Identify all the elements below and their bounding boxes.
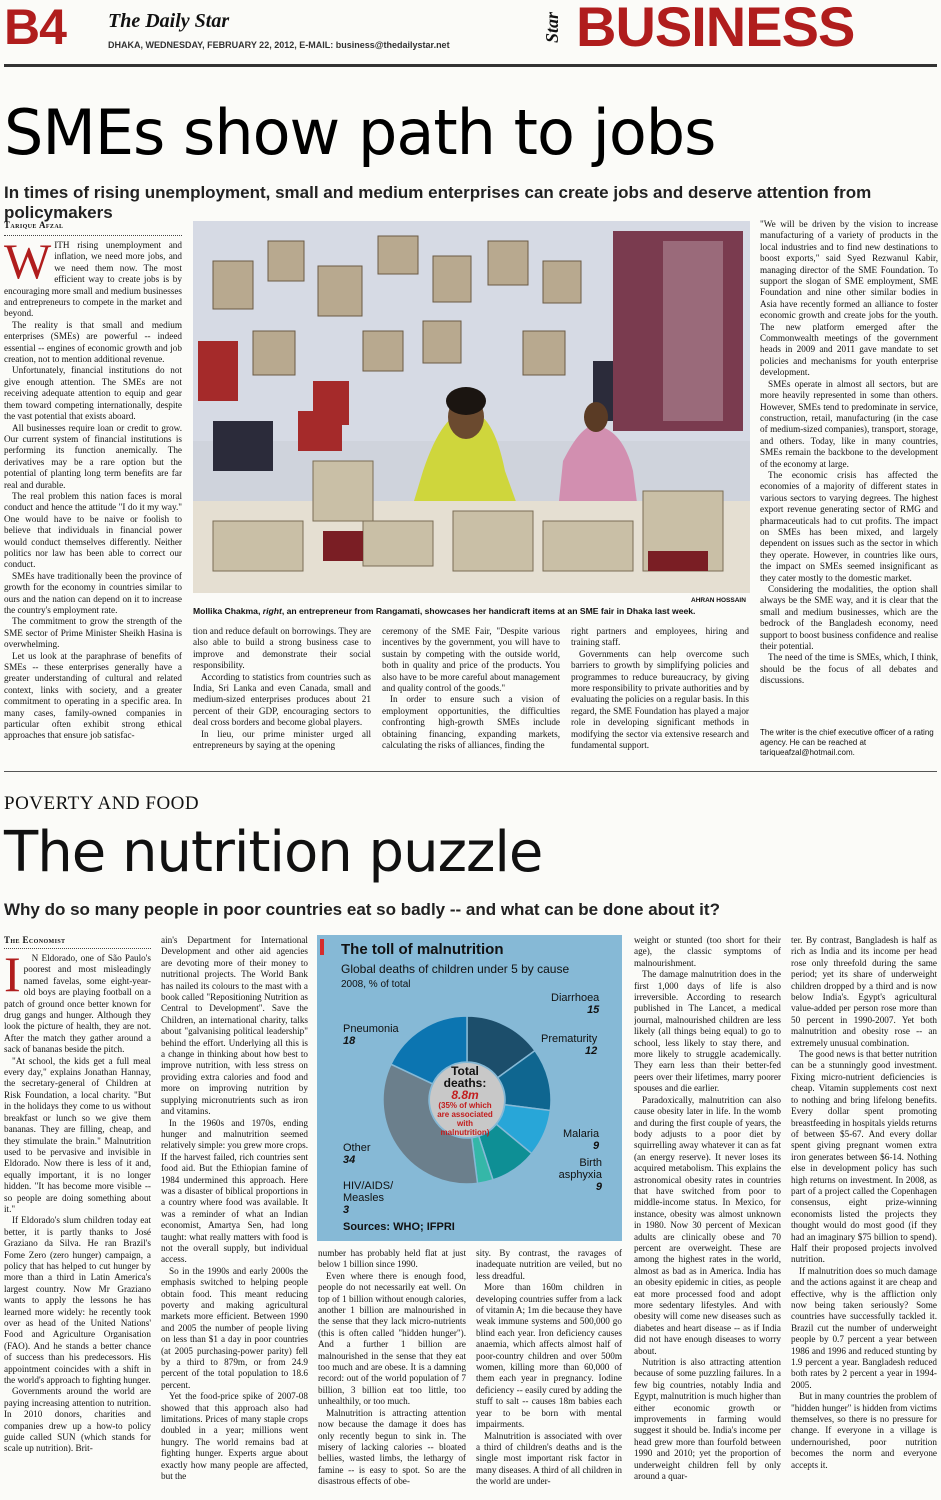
- label-malaria: [563, 1128, 599, 1152]
- paragraph: ITH rising unemployment and inflation, we need more jobs, and we need them now. The most efficient way to create jobs is by encouraging more small and medium businesses and entrepreneurs to compete in the market and beyond.: [4, 240, 182, 319]
- paragraph: Let us look at the paraphrase of benefits of SMEs -- these enterprises generally have a greater understanding of cultural and related context, links with society, and a greater commitment to operating in a specific area. In many cases, family-owned companies in particular often exhibit strong ethical approaches that ensure job satisfac-: [4, 650, 182, 741]
- photo-caption: [193, 606, 750, 616]
- label-birth-asphyxia: [556, 1157, 602, 1193]
- paragraph: More than 160m children in developing countries suffer from a lack of vitamin A; 1m die because they have weak immune systems and 500,000 go blind each year. Iron deficiency causes anaemia, which affects almost half of poor-country children and over 500m women, killing more than 60,000 of them each year in pregnancy. Iodine deficiency -- easily cured by adding the stuff to salt -- causes 18m babies each year to be born with mental impairments.: [476, 1282, 622, 1430]
- label-value: 3: [343, 1204, 350, 1216]
- photo-illustration: [193, 221, 750, 593]
- paragraph: ain's Department for International Development and other aid agencies are devoting more of their money to nutritional projects. The World Bank has nailed its colours to the mast with a book called "Repositioning Nutrition as Central to Development". Save the Children, an international charity, talks about "galvanising political leadership" behind the effort. Underlying all this is a change in thinking about how best to improve nutrition, with less stress on providing extra calories and food and more on improving nutrition by supplying micronutrients such as iron and vitamins.: [161, 935, 308, 1117]
- story2-kicker: POVERTY AND FOOD: [4, 793, 200, 814]
- center-note: (35% of which are associated with malnutrition): [437, 1101, 493, 1137]
- paragraph: The reality is that small and medium enterprises (SMEs) are powerful -- indeed essential -- engines of economic growth and job creation, not to mention additional revenue.: [4, 319, 182, 365]
- paragraph: ter. By contrast, Bangladesh is half as rich as India and its income per head rose only threefold during the same period; yet its share of underweight children dropped by a third and is now below India's. Egypt's agricultural value-added per person rose more than 50 percent in 1990-2007. Yet both malnutrition and obesity rose -- an extremely unusual combination.: [791, 935, 937, 1048]
- story1-column-4: [571, 626, 749, 760]
- paragraph: SMEs operate in almost all sectors, but are more heavily represented in some than others. However, SMEs tend to predominate in service, construction, retail, manufacturing (in the case of medium-sized companies), transport, storage, and others. Today, like in many countries, SMEs remain the backbone to the development of the economy at large.: [760, 378, 938, 469]
- paragraph: SMEs have traditionally been the province of growth for the economy in countries similar to ours and the nation can depend on it to increase the country's employment rate.: [4, 570, 182, 615]
- center-value: 8.8m: [451, 1088, 479, 1102]
- label-value: 34: [343, 1154, 356, 1166]
- sme-fair-photo: [193, 221, 750, 593]
- story1-deck: In times of rising unemployment, small and medium enterprises can create jobs and deserve attention from policymakers: [4, 183, 872, 222]
- caption-name: Mollika Chakma,: [193, 606, 261, 616]
- label-pneumonia: [343, 1023, 399, 1047]
- story2-column-6: [791, 935, 937, 1498]
- label-text: Birth asphyxia: [558, 1157, 602, 1181]
- paragraph: Yet the food-price spike of 2007-08 showed that this approach also had limitations. Prices of many staple crops doubled in a year; millions went hungry. The world remains bad at fighting hunger. Experts argue about exactly how many people are affected, but the: [161, 1391, 308, 1482]
- page-number: B4: [4, 0, 66, 55]
- story1-dropcap: W: [4, 240, 52, 289]
- email-address: business@thedailystar.net: [335, 40, 450, 50]
- chart-source: Sources: WHO; IFPRI: [343, 1221, 455, 1233]
- paragraph: tion and reduce default on borrowings. They are also able to build a strong business case to improve and demonstrate their social responsibility.: [193, 626, 371, 671]
- story2-column-5: [634, 935, 781, 1498]
- paragraph: N Eldorado, one of São Paulo's poorest and most misleadingly named favelas, some eight-year-old boys are playing football on a patch of ground once better known for drug gangs and hunger. Although they look the picture of health, they are not. After the match they gather around a sack of bananas beside the pitch.: [4, 953, 151, 1055]
- story1-column-5: [760, 219, 938, 721]
- label-value: 18: [343, 1035, 356, 1047]
- story1-headline: SMEs show path to jobs: [4, 96, 716, 169]
- paragraph: If malnutrition does so much damage and the actions against it are cheap and effective, why is the affliction only now being taken seriously? Some countries have successfully tackled it. Brazil cut the number of underweight people by 0.7 percent a year between 1986 and 1996 and reduced stunting by 1.9 percent a year. Bangladesh reduced both rates by 2 percent a year in 1994-2005.: [791, 1265, 937, 1390]
- paragraph: So in the 1990s and early 2000s the emphasis switched to helping people obtain food. This meant reducing poverty and making agricultural markets more efficient. Between 1990 and 2005 the number of people living on less than $1 a day in poor countries (at 2005 purchasing-power parity) fell by a third to 879m, or from 24.9 percent of the total population to 18.6 percent.: [161, 1265, 308, 1390]
- paragraph: Malnutrition is associated with over a third of children's deaths and is the single most important risk factor in many diseases. A third of all children in the world are under-: [476, 1430, 622, 1487]
- story2-column-3: [318, 1248, 466, 1498]
- center-title: Total deaths:: [443, 1064, 487, 1090]
- label-text: Pneumonia: [343, 1023, 399, 1035]
- label-other: [343, 1142, 371, 1166]
- story1-col1-text: [4, 240, 182, 742]
- section-title: BUSINESS: [576, 0, 855, 58]
- paragraph: Malnutrition is attracting attention now because the damage it does has only recently begun to sink in. The misery of lacking calories -- bloated bellies, wasted limbs, the lethargy of famine -- is easy to spot. So are the disastrous effects of obe-: [318, 1407, 466, 1487]
- author-note: The writer is the chief executive officer of a rating agency. He can be reached at tariqueafzal@hotmail.com.: [760, 728, 934, 757]
- story1-column-1: [4, 240, 182, 760]
- paragraph: But in many countries the problem of "hidden hunger" is hidden from victims themselves, so there is no pressure for change. If everyone in a village is undernourished, poor nutrition becomes the norm and everyone accepts it.: [791, 1391, 937, 1470]
- label-text: Prematurity: [541, 1033, 598, 1045]
- label-text: Malaria: [563, 1128, 600, 1140]
- email-label: E-MAIL:: [299, 40, 334, 50]
- story2-dropcap: I: [4, 953, 21, 1002]
- paragraph: The good news is that better nutrition can be a stunningly good investment. Fixing micro-nutrient deficiencies is cheap. Vitamin supplements cost next to nothing and bring lifelong benefits. Every dollar spent promoting breastfeeding in hospitals yields returns of between $5-67. And every dollar spent giving pregnant women extra iron generates between $6-14. Nothing else in development policy has such high returns on investment. In 2008, as part of a project called the Copenhagen consensus, eight prize-winning economists listed the projects they thought would do most good (if they had an imaginary $75 billion to spend). Half their proposed projects involved nutrition.: [791, 1049, 937, 1265]
- label-text: Other: [343, 1142, 371, 1154]
- story1-byline: Tarique Afzal: [4, 220, 64, 230]
- paragraph: The commitment to grow the strength of the SME sector of Prime Minister Sheikh Hasina is overwhelming.: [4, 616, 182, 650]
- story1-column-2: [193, 626, 371, 760]
- label-diarrhoea: [551, 992, 599, 1016]
- paragraph: Unfortunately, financial institutions do not give enough attention. The SMEs are not receiving adequate attention to equip and gear them toward competing internationally, despite the vast potential that exists aboard.: [4, 365, 182, 422]
- paragraph: Even where there is enough food, people do not necessarily eat well. On top of 1 billion without enough calories, another 1 billion are malnourished in the sense that they lack micro-nutrients (this is often called "hidden hunger"). And a further 1 billion are malnourished in the sense that they eat too much and are obese. It is a damning record: out of the world population of 7 billion, 3 billion eat too little, too unhealthily, or too much.: [318, 1270, 466, 1407]
- label-value: 15: [587, 1004, 600, 1016]
- paragraph: ceremony of the SME Fair, "Despite various incentives by the government, you will have to sustain by competing with the outside world, both in quality and price of the products. You also have to be more careful about management and quality control of the goods.": [382, 626, 560, 694]
- paragraph: sity. By contrast, the ravages of inadequate nutrition are veiled, but no less dreadful.: [476, 1248, 622, 1281]
- newspaper-name: The Daily Star: [108, 10, 230, 32]
- story2-column-4: [476, 1248, 622, 1498]
- paragraph: The damage malnutrition does in the first 1,000 days of life is also irreversible. According to research published in The Lancet, a medical journal, malnourished children are less likely (all things being equal) to go to school, less likely to stay there, and more likely to struggle academically. They earn less than their better-fed peers over their lifetimes, marry poorer spouses and die earlier.: [634, 969, 781, 1094]
- paragraph: All businesses require loan or credit to grow. Our current system of financial institutions is performing its function anemically. The derivatives may be a rare option but the potential of planting long term benefits are far real and durable.: [4, 422, 182, 490]
- paragraph: If Eldorado's slum children today eat better, it is partly thanks to José Graziano da Silva. He ran Brazil's Fome Zero (zero hunger) campaign, a policy that has helped to cut hunger by more than a third in Latin America's largest country. Now Mr Graziano wants to apply the lessons he has learned more widely: he recently took over as head of the United Nations' Food and Agriculture Organisation (FAO). And he stands a better chance of success than his predecessors. His appointment coincides with a shift in the world's approach to fighting hunger.: [4, 1215, 151, 1386]
- masthead-rule: [4, 64, 937, 67]
- label-value: 12: [585, 1045, 598, 1057]
- malnutrition-chart: [317, 935, 622, 1241]
- byline-rule: [4, 948, 151, 949]
- paragraph: The real problem this nation faces is moral conduct and hence the attitude "I do it my way." One would have to be naive or foolish to believe that individuals in financial power would conduct themselves differently. Neither politics nor law has been able to correct our conduct.: [4, 490, 182, 570]
- paragraph: Considering the modalities, the option shall always be the SME way, and it is clear that the small and medium businesses, which are the bedrock of the Bangladesh economy, need support to boost business confidence and realise their potential.: [760, 584, 938, 652]
- byline-rule: [4, 235, 182, 236]
- caption-right: right: [262, 606, 282, 616]
- dateline: [108, 40, 450, 50]
- photo-credit: AHRAN HOSSAIN: [691, 597, 746, 604]
- story1-column-3: [382, 626, 560, 760]
- label-prematurity: [541, 1033, 597, 1057]
- paragraph: number has probably held flat at just below 1 billion since 1990.: [318, 1248, 466, 1270]
- dateline-text: DHAKA, WEDNESDAY, FEBRUARY 22, 2012,: [108, 40, 297, 50]
- paragraph: The need of the time is SMEs, which, I think, should be the focus of all debates and discussions.: [760, 652, 938, 686]
- chart-center: [434, 1065, 496, 1137]
- label-value: 9: [595, 1181, 602, 1193]
- story2-column-2: [161, 935, 308, 1498]
- star-logo: Star: [542, 11, 562, 43]
- paragraph: Governments can help overcome such barriers to growth by simplifying policies and programmes to reduce bureaucracy, by giving more responsibility to private authorities and by evaluating the policies on a regular basis. In this regard, the SME Foundation has played a major role in developing significant methods in modifying the sector via extensive research and fundamental support.: [571, 648, 749, 751]
- paragraph: Nutrition is also attracting attention because of some puzzling failures. In a few big countries, notably India and Egypt, malnutrition is much higher than either economic growth or improvements in farming would suggest it should be. India's income per head grew more than fourfold between 1990 and 2010; yet the proportion of underweight children fell by only around a quar-: [634, 1357, 781, 1482]
- label-hiv-measles: [343, 1180, 403, 1216]
- label-value: 9: [592, 1140, 600, 1152]
- label-text: HIV/AIDS/ Measles: [343, 1180, 394, 1204]
- caption-rest: , an entrepreneur from Rangamati, showcases her handicraft items at an SME fair in Dhaka last week.: [281, 606, 696, 616]
- paragraph: According to statistics from countries such as India, Sri Lanka and even Canada, small and medium-sized enterprises produces about 21 percent of their GDP, encouraging sectors to deal cross borders and become global players.: [193, 671, 371, 728]
- paragraph: In order to ensure such a vision of employment opportunities, the difficulties confronting high-growth SMEs include obtaining financing, expanding markets, calculating the risks of alliances, finding the: [382, 694, 560, 751]
- story2-byline: The Economist: [4, 935, 66, 945]
- label-text: Diarrhoea: [551, 992, 600, 1004]
- paragraph: Governments around the world are paying increasing attention to nutrition. In 2010 donors, charities and companies drew up a how-to policy guide called SUN (which stands for scale up nutrition). Brit-: [4, 1386, 151, 1454]
- chart-unit: 2008, % of total: [341, 979, 411, 990]
- story2-deck: Why do so many people in poor countries eat so badly -- and what can be done about it?: [4, 900, 720, 919]
- paragraph: weight or stunted (too short for their age), the classic symptoms of malnourishment.: [634, 935, 781, 968]
- chart-title: The toll of malnutrition: [341, 941, 504, 958]
- story-divider: [4, 771, 937, 772]
- story2-column-1: [4, 953, 151, 1498]
- paragraph: In lieu, our prime minister urged all entrepreneurs by saying at the opening: [193, 728, 371, 751]
- story2-headline: The nutrition puzzle: [4, 820, 543, 885]
- paragraph: "At school, the kids get a full meal every day," explains Jonathan Hannay, the secretary-general of Children at Risk Foundation, a local charity. "But in the holidays they come to us without breakfast or lunch so we give them bananas. They are filling, cheap, and they stimulate the brain." Malnutrition used to be pervasive and invisible in Eldorado. Now there is less of it and, equally important, it is no longer hidden. "It has become more visible -- so people are doing something about it.": [4, 1055, 151, 1214]
- paragraph: In the 1960s and 1970s, ending hunger and malnutrition seemed relatively simple: you grew more crops. If the harvest failed, rich countries sent food aid. But the Ethiopian famine of 1984 undermined this approach. Here was a disaster of biblical proportions in a country where food was available. It was a reminder of what an Indian economist, Amartya Sen, had long taught: what really matters with food is not the overall supply, but individual access.: [161, 1117, 308, 1265]
- chart-subtitle: Global deaths of children under 5 by cause: [341, 962, 570, 976]
- paragraph: right partners and employees, hiring and training staff.: [571, 626, 749, 648]
- paragraph: The economic crisis has affected the economies of a majority of different states in various sectors to varying degrees. The highest export revenue generating sector of RMG and pharmaceuticals had to cut profits. The impact on SMEs has been mixed, and largely dependent on issues such as the sector in which they operate. However, in countries like ours, the impact on SMEs seemed insignificant as they cater mostly to the domestic market.: [760, 469, 938, 583]
- paragraph: Paradoxically, malnutrition can also cause obesity later in life. In the womb and during the first couple of years, the body adjusts to a poor diet by squirrelling away whatever it can as fat (an energy reserve). It never loses its acquired metabolism. This explains the astronomical obesity rates in countries that have switched from poor to middle-income status. In Mexico, for instance, obesity was almost unknown in 1980. Now 30 percent of Mexican adults are clinically obese and 70 percent are overweight. These are among the highest rates in the world, almost as bad as in America. India has an obesity epidemic in cities, as people eat more processed food and adopt more sedentary lifestyles. And with obesity will come new diseases such as diabetes and heart disease -- as if India did not have enough diseases to worry about.: [634, 1094, 781, 1356]
- paragraph: "We will be driven by the vision to increase manufacturing of a variety of products in the local industries and to find new destinations to boost exports," said Syed Rezwanul Kabir, managing director of the SME Foundation. To support the slogan of SME employment, SME Foundation and nine other similar bodies in Asia have recently formed an alliance to foster economic growth and create jobs for the youth. The new platform emerged after the Commonwealth meetings of the government heads in 2009 and 2011 gave mandate to set policies and mechanisms for youth enterprise development.: [760, 219, 938, 378]
